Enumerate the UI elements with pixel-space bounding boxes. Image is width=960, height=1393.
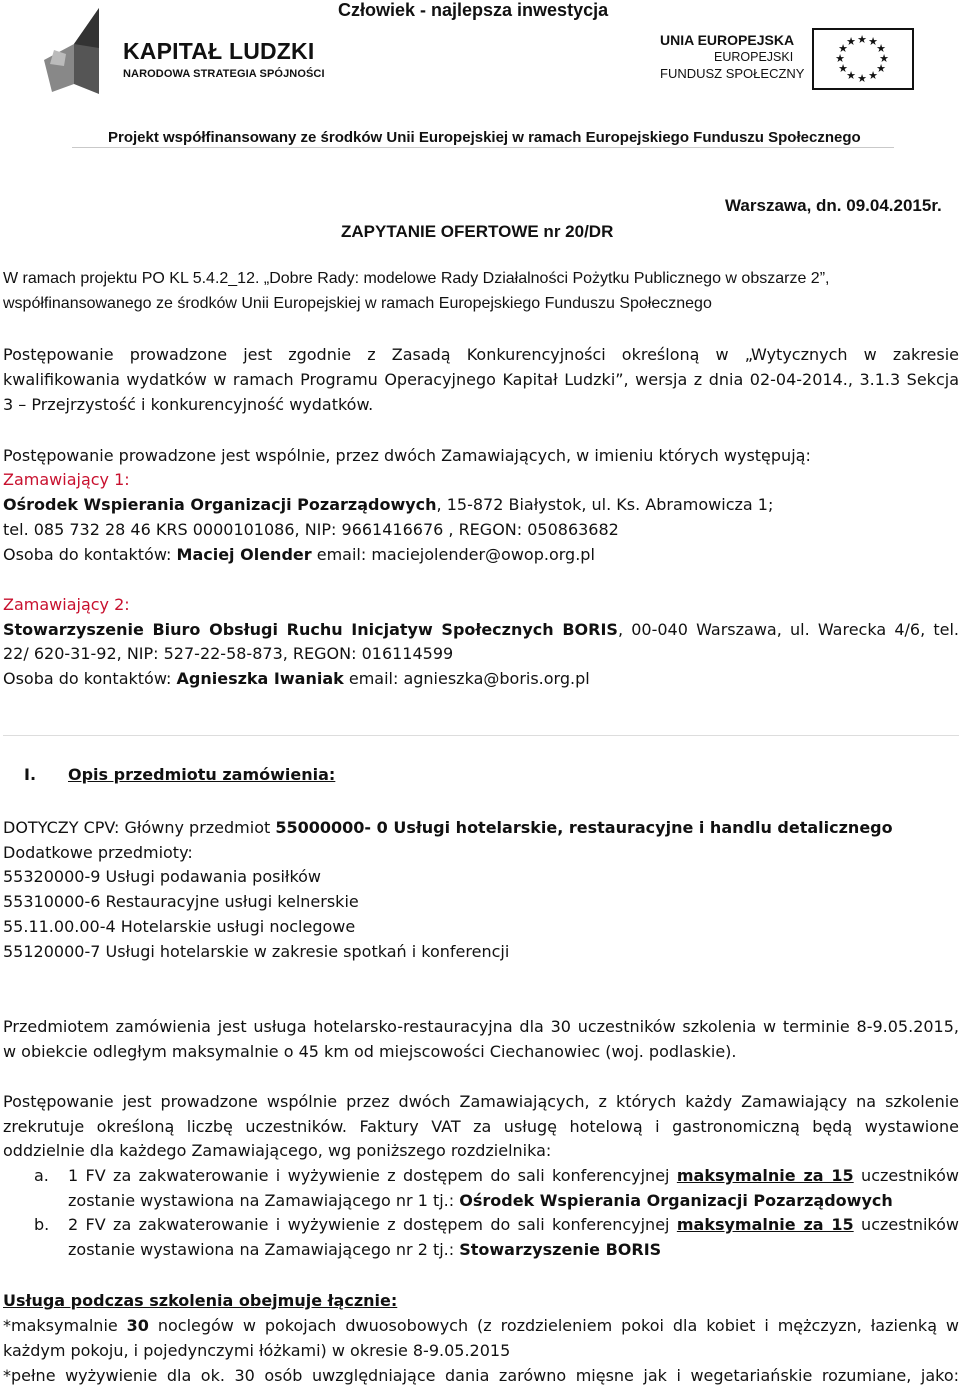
svc1-text-1: *maksymalnie: [3, 1316, 127, 1335]
ue-line2: EUROPEJSKI: [714, 50, 794, 64]
b-text-2: uczestników: [853, 1215, 959, 1234]
cpv-item-4: 55120000-7 Usługi hotelarskie w zakresie spotkań i konferencji: [3, 942, 510, 961]
intro-line-1: W ramach projektu PO KL 5.4.2_12. „Dobre Rady: modelowe Rady Działalności Pożytku Publicznego w obszarze 2”,: [3, 270, 830, 287]
cpv-item-3: 55.11.00.00-4 Hotelarskie usługi noclegowe: [3, 917, 356, 936]
procedure-line-3: 3 – Przejrzystość i konkurencyjność wydatków.: [3, 395, 374, 414]
kapital-ludzki-logo: [44, 8, 334, 98]
buyer-2-address: , 00-040 Warszawa, ul. Warecka 4/6, tel.: [617, 620, 960, 639]
buyer-1-contact-label: Osoba do kontaktów:: [3, 545, 177, 564]
svg-text:★: ★: [838, 62, 848, 75]
list-item-a-line-1: [68, 1163, 959, 1188]
buyer-2-line: [3, 617, 959, 642]
list-item-b-letter: b.: [34, 1215, 50, 1234]
top-slogan: Człowiek - najlepsza inwestycja: [338, 0, 609, 20]
cpv-label: DOTYCZY CPV: Główny przedmiot: [3, 818, 276, 837]
eu-logo: [660, 28, 920, 98]
eu-stars-icon: [814, 30, 911, 87]
a-text-3: zostanie wystawiona na Zamawiającego nr 1 tj.:: [68, 1191, 460, 1210]
a-buyer-name: Ośrodek Wspierania Organizacji Pozarządowych: [459, 1191, 893, 1210]
buyer-1-line: [3, 492, 959, 517]
buyer-2-contact-email: email: agnieszka@boris.org.pl: [343, 669, 590, 688]
service-title-text: Usługa podczas szkolenia obejmuje łącznie:: [3, 1291, 398, 1310]
place-date: Warszawa, dn. 09.04.2015r.: [725, 196, 942, 215]
svg-text:★: ★: [846, 69, 856, 82]
svg-text:★: ★: [857, 72, 867, 85]
svg-text:★: ★: [857, 33, 867, 46]
b-max-15: maksymalnie za 15: [676, 1215, 854, 1234]
list-item-b-line-1: [68, 1212, 959, 1237]
buyer-2-contact: [3, 666, 959, 691]
buyer-1-contact-email: email: maciejolender@owop.org.pl: [311, 545, 595, 564]
buyer-1-address: , 15-872 Białystok, ul. Ks. Abramowicza 1;: [436, 495, 774, 514]
ue-line1: UNIA EUROPEJSKA: [660, 32, 795, 48]
section-divider: [3, 735, 959, 736]
svc1-text-2: noclegów w pokojach dwuosobowych (z rozdzieleniem pokoi dla kobiet i mężczyzn, łazienką w: [148, 1316, 960, 1335]
buyer-1-label: Zamawiający 1:: [3, 470, 130, 489]
buyer-1-name: Ośrodek Wspierania Organizacji Pozarządowych: [3, 495, 437, 514]
buyer-2-label: Zamawiający 2:: [3, 595, 130, 614]
invoice-line-2: zrekrutuje określoną liczbę uczestników. Faktury VAT za usługę hotelową i gastronomiczną będą wystawione: [3, 1117, 959, 1136]
invoice-line-3: oddzielnie dla każdego Zamawiającego, wg poniższego rozdzielnika:: [3, 1141, 552, 1160]
svg-text:★: ★: [835, 52, 845, 65]
a-text-2: uczestników: [853, 1166, 959, 1185]
intro-line-2: współfinansowanego ze środków Unii Europejskiej w ramach Europejskiego Funduszu Społecznego: [3, 295, 712, 312]
procedure-line-1: Postępowanie prowadzone jest zgodnie z Zasadą Konkurencyjności określoną w „Wytycznych w zakresie: [3, 345, 959, 364]
svg-text:★: ★: [876, 42, 886, 55]
cpv-item-2: 55310000-6 Restauracyjne usługi kelnerskie: [3, 892, 359, 911]
buyer-1-contact-name: Maciej Olender: [176, 545, 312, 564]
joint-procedure: Postępowanie prowadzone jest wspólnie, przez dwóch Zamawiających, w imieniu których występują:: [3, 446, 811, 465]
service-1-line-1: [3, 1313, 959, 1338]
eu-flag-icon: [812, 28, 914, 90]
b-text-3: zostanie wystawiona na Zamawiającego nr 2 tj.:: [68, 1240, 460, 1259]
invoice-line-1: Postępowanie jest prowadzone wspólnie przez dwóch Zamawiających, z których każdy Zamawiający na szkolenie: [3, 1092, 959, 1111]
buyer-2-tel: 22/ 620-31-92, NIP: 527-22-58-873, REGON: 016114599: [3, 644, 454, 663]
kl-subtitle: NARODOWA STRATEGIA SPÓJNOŚCI: [123, 68, 325, 80]
svg-text:★: ★: [868, 69, 878, 82]
header-divider: [72, 147, 894, 148]
buyer-2-contact-name: Agnieszka Iwaniak: [176, 669, 344, 688]
buyer-1-contact: [3, 542, 959, 567]
kl-star-icon: [44, 8, 104, 96]
cpv-item-1: 55320000-9 Usługi podawania posiłków: [3, 867, 322, 886]
service-title: [3, 1288, 959, 1313]
service-1-line-2: każdym pokoju, i pojedynczymi łóżkami) w okresie 8-9.05.2015: [3, 1341, 511, 1360]
cpv-additional-label: Dodatkowe przedmioty:: [3, 843, 193, 862]
svg-text:★: ★: [838, 42, 848, 55]
cpv-main-line: [3, 815, 959, 840]
subject-line-2: w obiekcie odległym maksymalnie o 45 km od miejscowości Ciechanowiec (woj. podlaskie).: [3, 1042, 737, 1061]
a-text-1: 1 FV za zakwaterowanie i wyżywienie z dostępem do sali konferencyjnej: [68, 1166, 677, 1185]
list-item-a-letter: a.: [34, 1166, 49, 1185]
svg-text:★: ★: [879, 52, 889, 65]
list-item-a-line-2: [68, 1188, 959, 1213]
b-text-1: 2 FV za zakwaterowanie i wyżywienie z dostępem do sali konferencyjnej: [68, 1215, 677, 1234]
svg-text:★: ★: [868, 35, 878, 48]
kl-title: KAPITAŁ LUDZKI: [123, 38, 315, 64]
svc1-count: 30: [126, 1316, 149, 1335]
procedure-line-2: kwalifikowania wydatków w ramach Programu Operacyjnego Kapitał Ludzki”, wersja z dnia 02-04-2014., 3.1.3 Sekcja: [3, 370, 959, 389]
service-2-line-1: *pełne wyżywienie dla ok. 30 osób uwzględniające dania zarówno mięsne jak i wegetariańskie rozumiane, jako:: [3, 1366, 959, 1385]
cpv-main-code: 55000000- 0 Usługi hotelarskie, restauracyjne i handlu detalicznego: [275, 818, 893, 837]
a-max-15: maksymalnie za 15: [676, 1166, 854, 1185]
project-cofinancing-line: Projekt współfinansowany ze środków Unii Europejskiej w ramach Europejskiego Funduszu Społecznego: [108, 129, 861, 146]
svg-text:★: ★: [876, 62, 886, 75]
ue-line3: FUNDUSZ SPOŁECZNY: [660, 66, 805, 81]
subject-line-1: Przedmiotem zamówienia jest usługa hotelarsko-restauracyjna dla 30 uczestników szkolenia w terminie 8-9.05.2015,: [3, 1017, 959, 1036]
section-title: Opis przedmiotu zamówienia:: [68, 765, 336, 784]
buyer-1-tel: tel. 085 732 28 46 KRS 0000101086, NIP: 9661416676 , REGON: 050863682: [3, 520, 619, 539]
buyer-2-name: Stowarzyszenie Biuro Obsługi Ruchu Inicjatyw Społecznych BORIS: [3, 620, 618, 639]
document-title: ZAPYTANIE OFERTOWE nr 20/DR: [341, 222, 614, 241]
list-item-b-line-2: [68, 1237, 959, 1262]
buyer-2-contact-label: Osoba do kontaktów:: [3, 669, 177, 688]
svg-text:★: ★: [846, 35, 856, 48]
b-buyer-name: Stowarzyszenie BORIS: [459, 1240, 662, 1259]
section-number: I.: [24, 765, 37, 784]
